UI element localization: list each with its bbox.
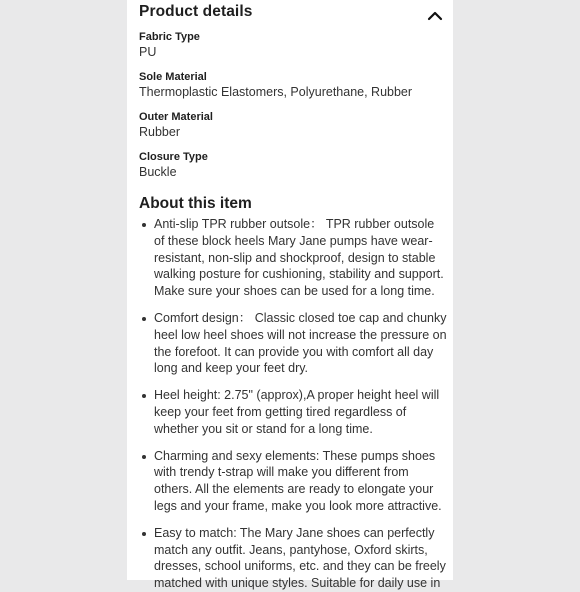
detail-value: Buckle bbox=[139, 165, 177, 179]
product-details-title: Product details bbox=[139, 3, 253, 20]
list-item: Anti-slip TPR rubber outsole： TPR rubber outsole of these block heels Mary Jane pumps have wear-resistant, non-slip and shockproof, design to stable walking posture for cushioning, stability and support. Make sure your shoes can be used for a long time. bbox=[154, 216, 447, 300]
detail-value: Thermoplastic Elastomers, Polyurethane, Rubber bbox=[139, 85, 413, 99]
list-item: Comfort design： Classic closed toe cap and chunky heel low heel shoes will not increase the pressure on the forefoot. It can provide you with comfort all day long and keep your feet dry. bbox=[154, 310, 447, 376]
list-item: Charming and sexy elements: These pumps shoes with trendy t-strap will make you different from others. All the elements are ready to elongate your legs and your frame, make you look more attractive. bbox=[154, 448, 447, 515]
detail-label: Fabric Type bbox=[139, 31, 200, 43]
detail-closure-type bbox=[139, 150, 443, 181]
detail-outer-material bbox=[139, 110, 443, 141]
list-item: Easy to match: The Mary Jane shoes can perfectly match any outfit. Jeans, pantyhose, Oxford skirts, dresses, school uniforms, etc. and they can be freely matched with unique styles. Suitable for daily use in bbox=[154, 525, 446, 591]
product-info-panel bbox=[127, 0, 453, 591]
detail-sole-material bbox=[139, 70, 443, 101]
detail-label: Closure Type bbox=[139, 151, 208, 163]
detail-value: PU bbox=[139, 45, 157, 59]
list-item: Heel height: 2.75" (approx),A proper height heel will keep your feet from getting tired regardless of whether you sit or stand for a long time. bbox=[154, 387, 447, 437]
about-bullet-list bbox=[127, 216, 453, 592]
product-details-list bbox=[127, 30, 453, 181]
detail-fabric-type bbox=[139, 30, 443, 61]
about-this-item-title: About this item bbox=[139, 195, 252, 212]
detail-label: Sole Material bbox=[139, 71, 207, 83]
product-details-header[interactable] bbox=[127, 0, 453, 28]
detail-label: Outer Material bbox=[139, 111, 213, 123]
detail-value: Rubber bbox=[139, 125, 180, 139]
chevron-up-icon[interactable] bbox=[427, 9, 443, 23]
